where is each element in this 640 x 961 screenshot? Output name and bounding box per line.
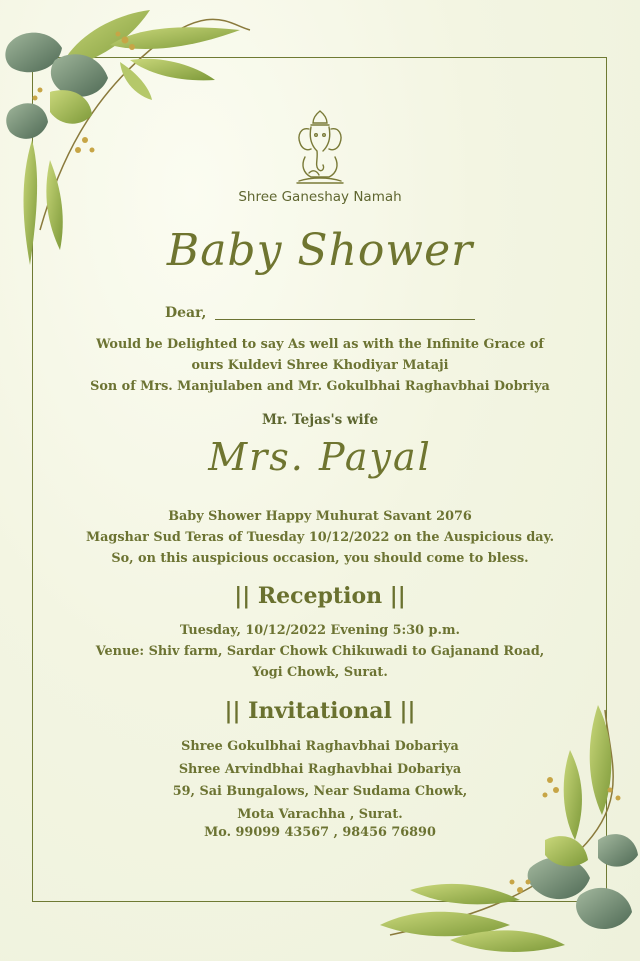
reception-details: [0, 620, 640, 683]
reception-line: Tuesday, 10/12/2022 Evening 5:30 p.m.: [180, 623, 460, 638]
invitational-line: 59, Sai Bungalows, Near Sudama Chowk,: [172, 784, 468, 799]
reception-line: Yogi Chowk, Surat.: [252, 665, 388, 680]
intro-line: Would be Delighted to say As well as with the Infinite Grace of: [96, 337, 544, 352]
muhurat-text: [0, 506, 640, 569]
greeting-label: Dear,: [165, 305, 207, 321]
guest-name-line: [215, 319, 475, 320]
invitational-line: Mota Varachha , Surat.: [237, 806, 403, 822]
contact-phone: Mo. 99099 43567 , 98456 76890: [204, 825, 436, 840]
ganesha-icon: [291, 107, 349, 185]
intro-line: Son of Mrs. Manjulaben and Mr. Gokulbhai Raghavbhai Dobriya: [90, 379, 550, 394]
event-title: Baby Shower: [166, 225, 474, 276]
honoree-relation: Mr. Tejas's wife: [261, 412, 379, 428]
muhurat-line: Baby Shower Happy Muhurat Savant 2076: [168, 509, 472, 524]
intro-text: [0, 334, 640, 397]
muhurat-line: So, on this auspicious occasion, you should come to bless.: [111, 551, 529, 566]
invitational-line: Shree Arvindbhai Raghavbhai Dobariya: [178, 761, 462, 777]
invitational-line: Shree Gokulbhai Raghavbhai Dobariya: [181, 739, 459, 754]
reception-line: Venue: Shiv farm, Sardar Chowk Chikuwadi to Gajanand Road,: [95, 644, 545, 659]
invitational-heading: || Invitational ||: [224, 698, 416, 724]
muhurat-line: Magshar Sud Teras of Tuesday 10/12/2022 on the Auspicious day.: [85, 530, 555, 545]
invitational-details: [0, 736, 640, 826]
intro-line: ours Kuldevi Shree Khodiyar Mataji: [191, 358, 449, 373]
reception-heading: || Reception ||: [234, 583, 406, 609]
blessing-text: Shree Ganeshay Namah: [238, 189, 402, 205]
honoree-name: Mrs. Payal: [208, 435, 432, 479]
